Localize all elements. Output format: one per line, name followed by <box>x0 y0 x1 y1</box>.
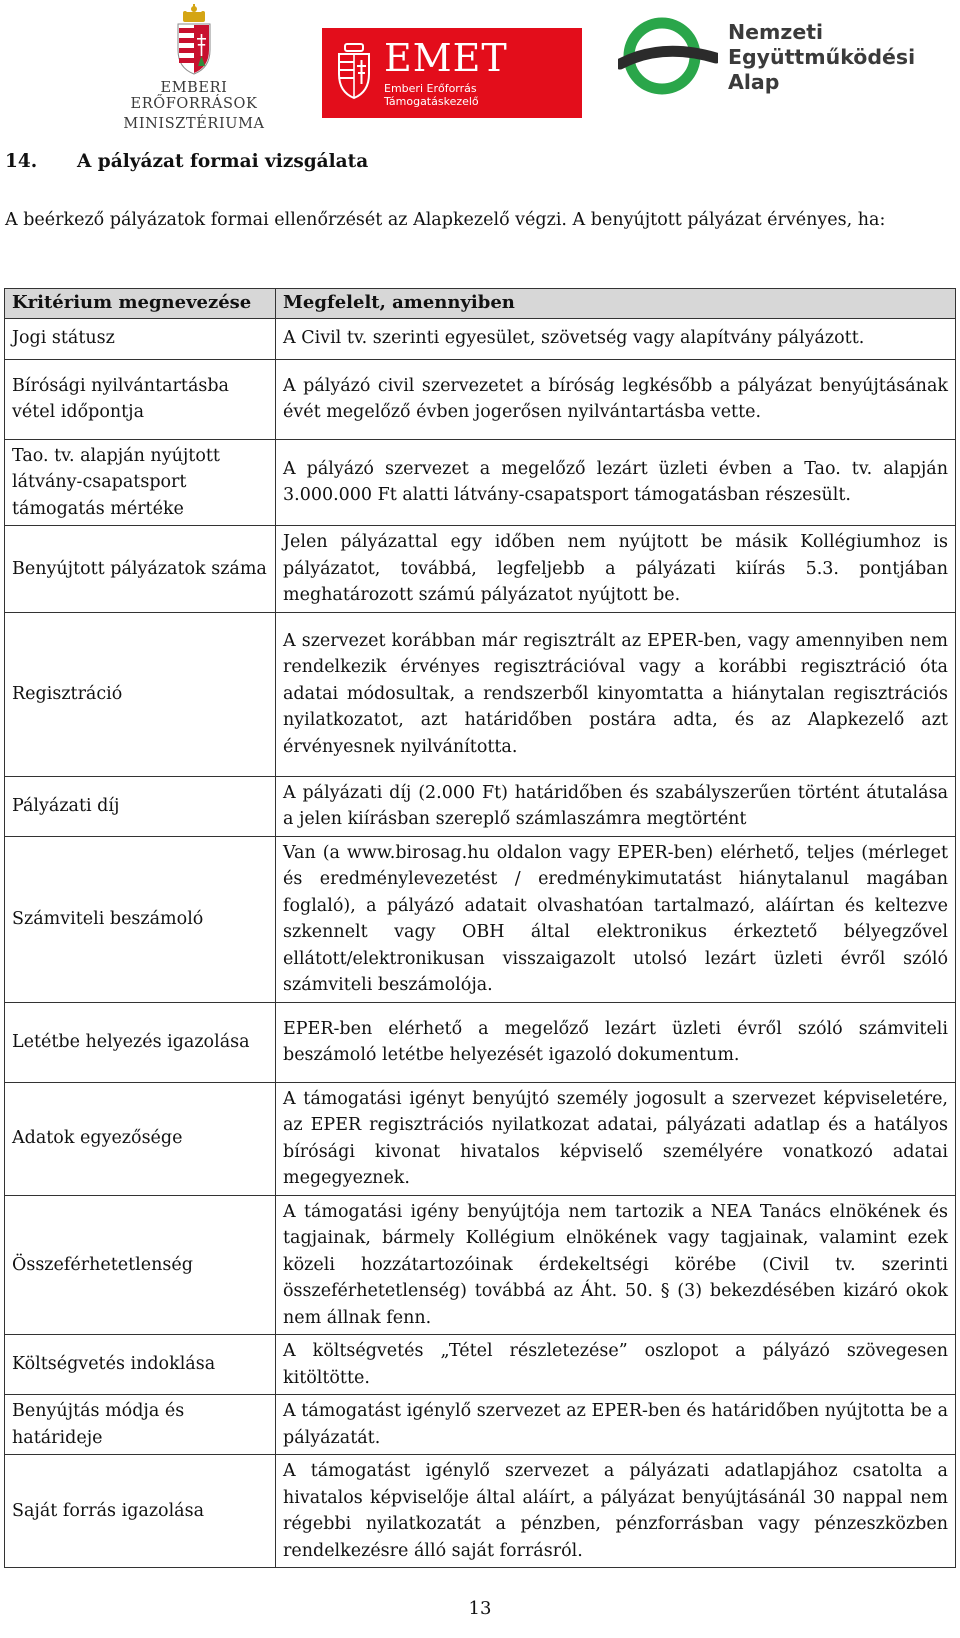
table-row <box>5 1195 956 1335</box>
emmi-logo-line2: MINISZTÉRIUMA <box>123 116 265 132</box>
nea-logo-line3: Alap <box>728 70 780 94</box>
criterion-cell: Benyújtás módja és határideje <box>5 1395 276 1455</box>
criterion-cell: Regisztráció <box>5 612 276 776</box>
table-row <box>5 1335 956 1395</box>
requirement-cell: EPER-ben elérhető a megelőző lezárt üzleti évről szóló számviteli beszámoló letétbe helyezését igazoló dokumentum. <box>276 1002 956 1082</box>
table-row <box>5 1455 956 1568</box>
requirement-cell: A Civil tv. szerinti egyesület, szövetség vagy alapítvány pályázott. <box>276 318 956 359</box>
table-row <box>5 359 956 439</box>
requirement-cell: A költségvetés „Tétel részletezése” oszlopot a pályázó szövegesen kitöltötte. <box>276 1335 956 1395</box>
criterion-cell: Saját forrás igazolása <box>5 1455 276 1568</box>
table-row <box>5 1002 956 1082</box>
requirement-cell: Jelen pályázattal egy időben nem nyújtott be másik Kollégiumhoz is pályázatot, továbbá, legfeljebb a pályázati kiírás 5.3. pontjában meghatározott számú pályázatot nyújtott be. <box>276 526 956 613</box>
emet-logo <box>322 28 582 118</box>
requirement-cell: A támogatást igénylő szervezet az EPER-ben és határidőben nyújtotta be a pályázatát. <box>276 1395 956 1455</box>
nea-ring-icon <box>618 12 718 102</box>
criterion-cell: Számviteli beszámoló <box>5 836 276 1002</box>
requirement-cell: Van (a www.birosag.hu oldalon vagy EPER-ben) elérhető, teljes (mérleget és eredménylevezetést / eredménykimutatást hiánytalanul magában foglaló), a pályázó adatait olvashatóan tartalmazó, aláírtan és keltezve szkennelt vagy OBH által elektronikus érkeztető bélyegzővel ellátott/elektronikusan visszaigazolt utolsó lezárt üzleti évről szóló számviteli beszámolója. <box>276 836 956 1002</box>
emet-logo-word: EMET <box>384 36 508 80</box>
table-row <box>5 439 956 526</box>
nea-logo-line1: Nemzeti <box>728 20 824 44</box>
section-heading <box>5 150 368 174</box>
criterion-cell: Tao. tv. alapján nyújtott látvány-csapatsport támogatás mértéke <box>5 439 276 526</box>
criterion-cell: Jogi státusz <box>5 318 276 359</box>
table-row <box>5 526 956 613</box>
page-number: 13 <box>468 1598 492 1619</box>
criterion-cell: Bírósági nyilvántartásba vétel időpontja <box>5 359 276 439</box>
table-row <box>5 776 956 836</box>
table-row <box>5 612 956 776</box>
criterion-cell: Benyújtott pályázatok száma <box>5 526 276 613</box>
requirement-cell: A támogatási igény benyújtója nem tartozik a NEA Tanács elnökének és tagjainak, bármely Kollégium elnökének vagy tagjainak, valamint ezek közeli hozzátartozóinak érdekeltségi körébe (Civil tv. szerinti összeférhetetlenség) továbbá az Áht. 50. § (3) bekezdésében kizáró okok nem állnak fenn. <box>276 1195 956 1335</box>
requirement-cell: A szervezet korábban már regisztrált az EPER-ben, vagy amennyiben nem rendelkezik érvényes regisztrációval vagy a korábbi regisztráció óta adatai módosultak, a rendszerből kinyomtatta a hiánytalan regisztrációs nyilatkozatot, azt határidőben postára adta, és az Alapkezelő azt érvényesnek nyilvánította. <box>276 612 956 776</box>
emet-logo-sub1: Emberi Erőforrás <box>384 82 477 95</box>
table-row <box>5 836 956 1002</box>
hungarian-coat-of-arms-icon <box>172 4 216 76</box>
table-row <box>5 318 956 359</box>
requirement-cell: A támogatási igényt benyújtó személy jogosult a szervezet képviseletére, az EPER regisztrációs nyilatkozat adatai, pályázati adatlap és a hatályos bírósági kivonat hivatalos képviselő személyére vonatkozó adatai megegyeznek. <box>276 1082 956 1195</box>
section-number: 14. <box>5 151 38 172</box>
header-logos <box>0 0 960 132</box>
table-row <box>5 1395 956 1455</box>
requirement-cell: A támogatást igénylő szervezet a pályázati adatlapjához csatolta a hivatalos képviselője által aláírt, a pályázat benyújtásánál 30 nappal nem régebbi nyilatkozatát a pénzben, pénzforrásban vagy pénzeszközben rendelkezésre álló saját forrásról. <box>276 1455 956 1568</box>
requirement-cell: A pályázó szervezet a megelőző lezárt üzleti évben a Tao. tv. alapján 3.000.000 Ft alatti látvány-csapatsport támogatásban részesült. <box>276 439 956 526</box>
column-header-requirement: Megfelelt, amennyiben <box>276 289 956 319</box>
coat-of-arms-outline-icon <box>336 42 372 100</box>
table-row <box>5 1082 956 1195</box>
column-header-criterion: Kritérium megnevezése <box>5 289 276 319</box>
intro-paragraph: A beérkező pályázatok formai ellenőrzését az Alapkezelő végzi. A benyújtott pályázat érvényes, ha: <box>5 210 886 230</box>
emet-logo-sub2: Támogatáskezelő <box>384 95 479 108</box>
requirement-cell: A pályázó civil szervezetet a bíróság legkésőbb a pályázat benyújtásának évét megelőző évben jogerősen nyilvántartásba vette. <box>276 359 956 439</box>
criterion-cell: Költségvetés indoklása <box>5 1335 276 1395</box>
criteria-table <box>4 288 956 1568</box>
criterion-cell: Pályázati díj <box>5 776 276 836</box>
emet-logo-subtitle <box>384 82 479 108</box>
emmi-logo <box>108 4 280 132</box>
criterion-cell: Összeférhetetlenség <box>5 1195 276 1335</box>
nea-logo-text <box>728 20 915 95</box>
emmi-logo-line1: EMBERI ERŐFORRÁSOK <box>130 80 258 112</box>
nea-logo <box>618 12 948 102</box>
table-header-row <box>5 289 956 319</box>
criterion-cell: Adatok egyezősége <box>5 1082 276 1195</box>
nea-logo-line2: Együttműködési <box>728 45 916 69</box>
criterion-cell: Letétbe helyezés igazolása <box>5 1002 276 1082</box>
requirement-cell: A pályázati díj (2.000 Ft) határidőben és szabályszerűen történt átutalása a jelen kiírásban szereplő számlaszámra megtörtént <box>276 776 956 836</box>
section-title: A pályázat formai vizsgálata <box>77 151 369 172</box>
